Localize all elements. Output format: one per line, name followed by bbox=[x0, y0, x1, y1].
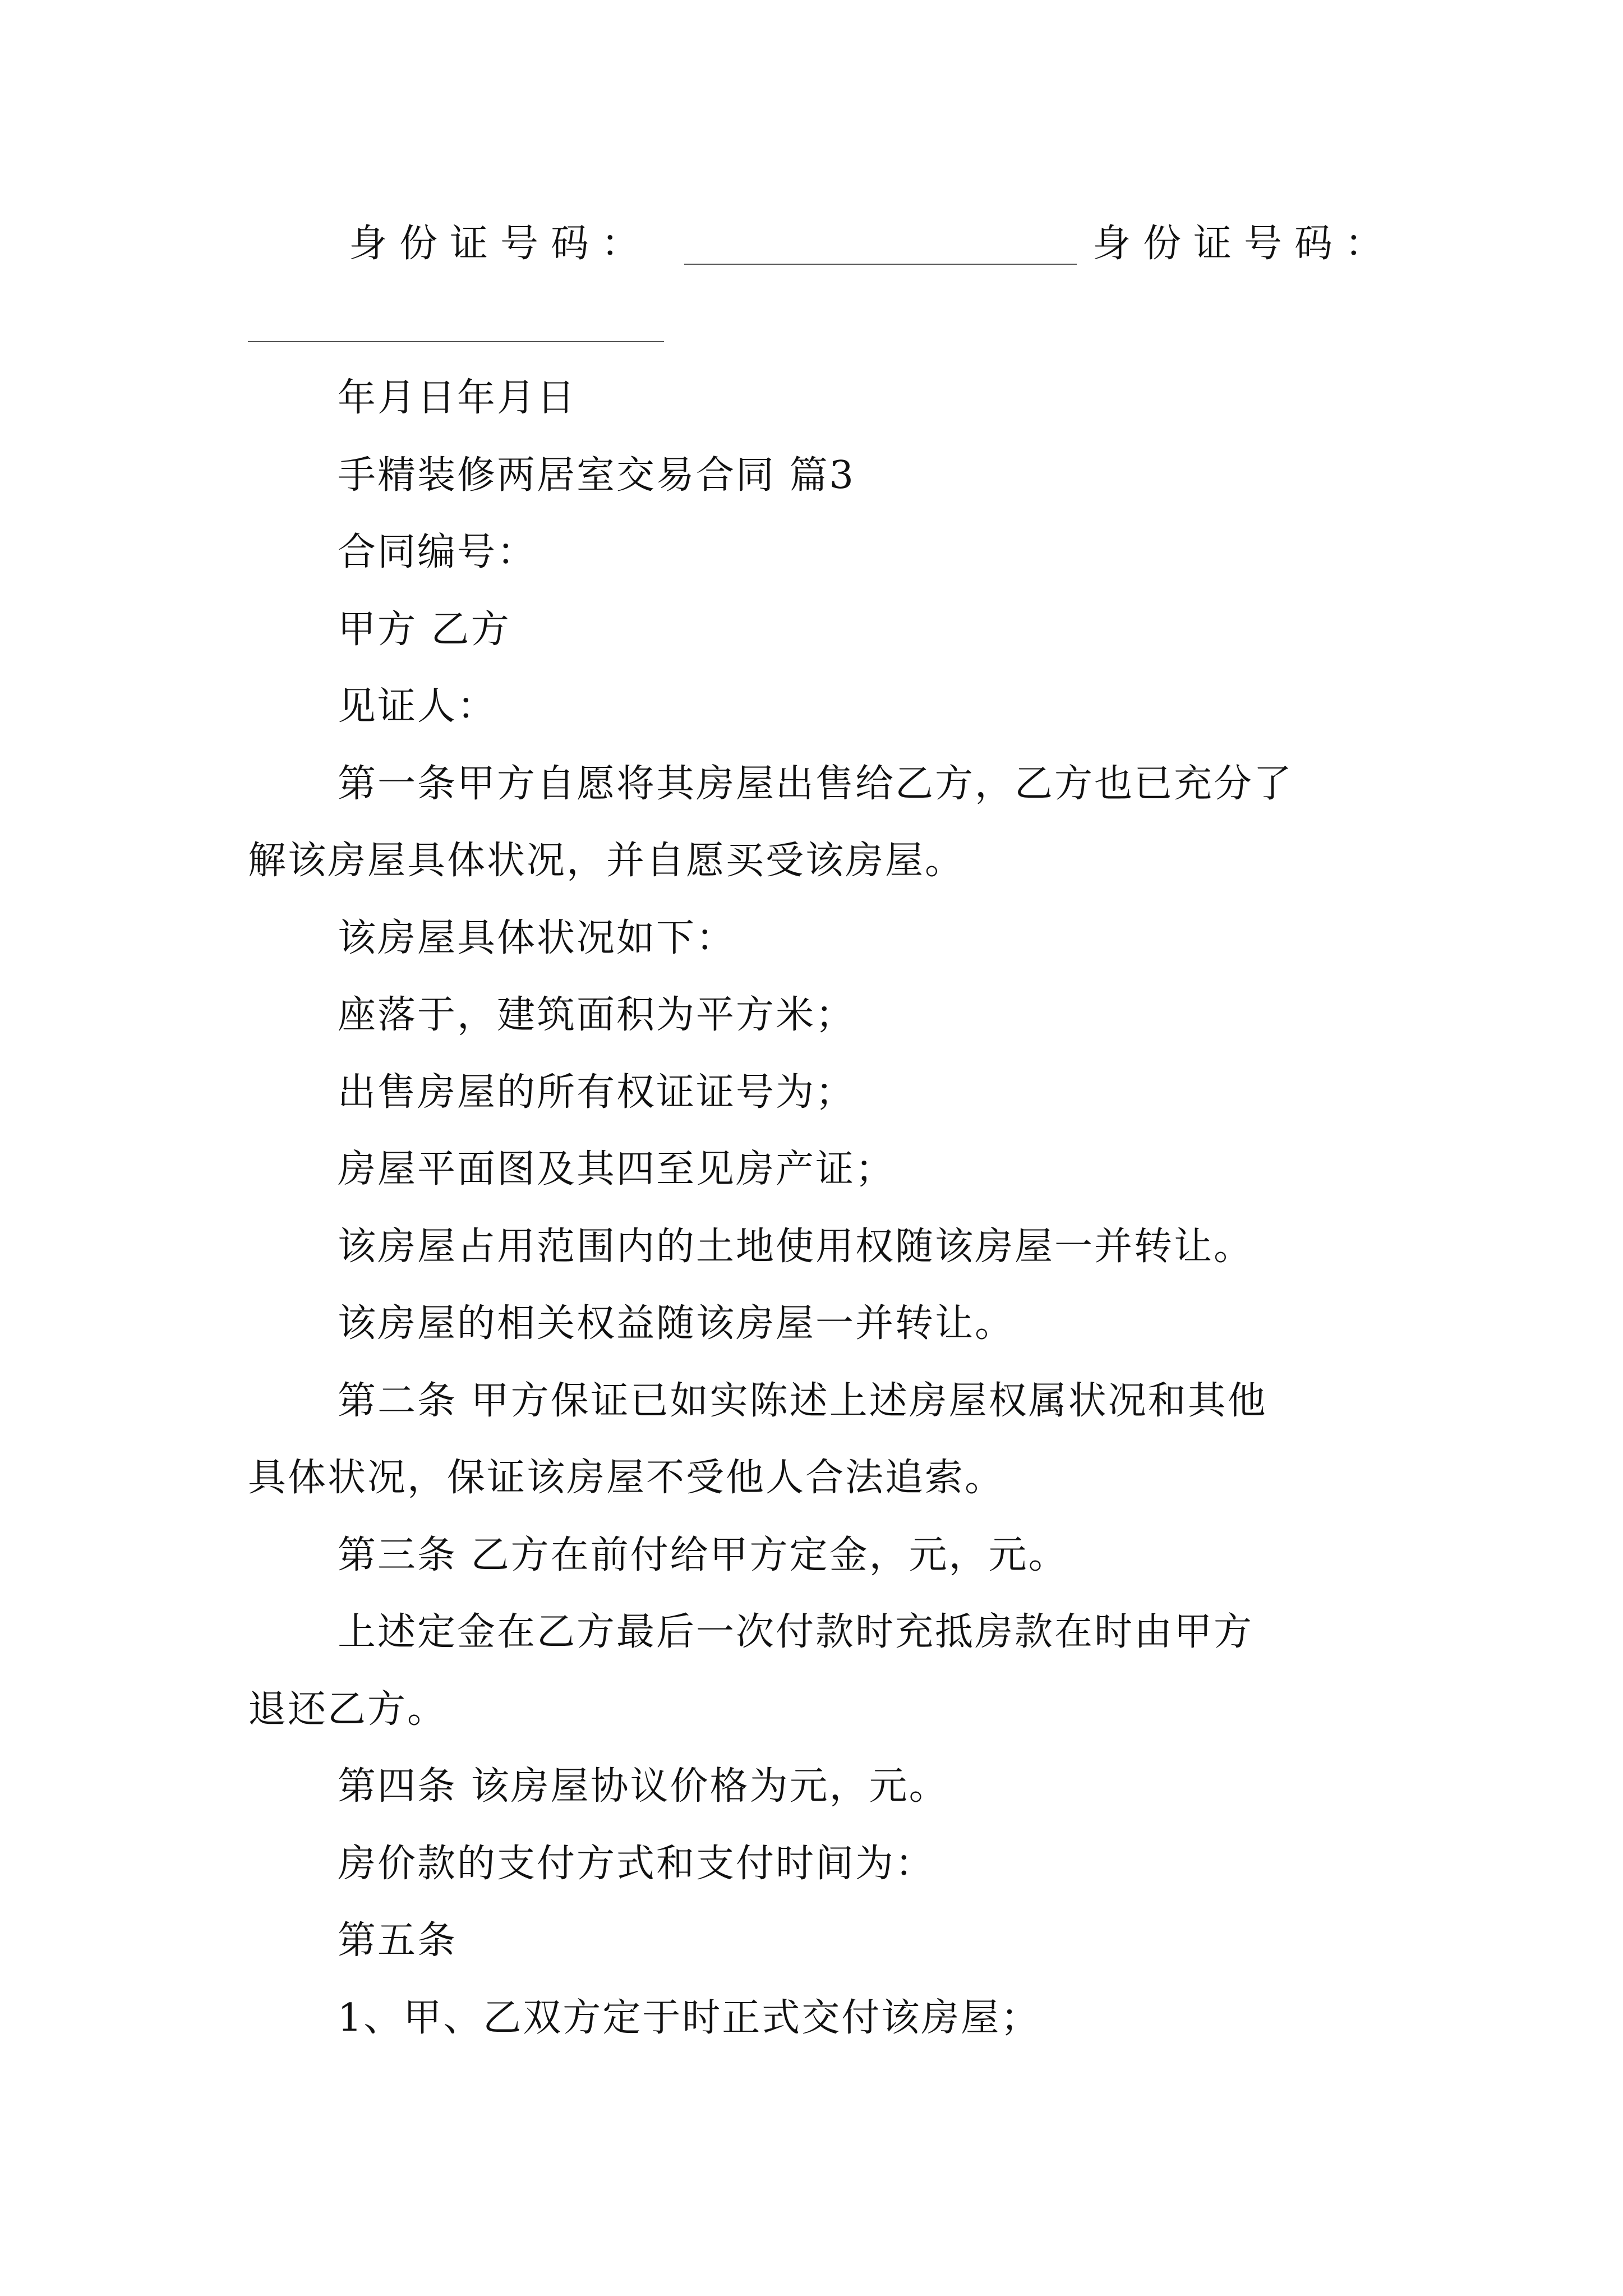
contract-title: 手精装修两居室交易合同 篇3 bbox=[338, 453, 855, 498]
contract-number-line: 合同编号： bbox=[338, 530, 537, 574]
article-2-line-2: 具体状况，保证该房屋不受他人合法追索。 bbox=[248, 1456, 1005, 1500]
article-2-line-1: 第二条 甲方保证已如实陈述上述房屋权属状况和其他 bbox=[338, 1379, 1267, 1423]
article-5-item-1: 1、甲、乙双方定于时正式交付该房屋； bbox=[338, 1996, 1041, 2040]
deposit-line-2: 退还乙方。 bbox=[248, 1687, 448, 1732]
article-3-line: 第三条 乙方在前付给甲方定金，元，元。 bbox=[338, 1533, 1068, 1577]
ownership-certificate-line: 出售房屋的所有权证证号为； bbox=[338, 1070, 856, 1115]
related-rights-line: 该房屋的相关权益随该房屋一并转让。 bbox=[338, 1301, 1015, 1346]
parties-line: 甲方 乙方 bbox=[338, 608, 511, 652]
id-number-label-party-b: 身份证号码： bbox=[1092, 222, 1396, 266]
id-number-blank-party-b bbox=[248, 341, 664, 342]
property-location-line: 座落于，建筑面积为平方米； bbox=[338, 993, 856, 1037]
land-use-right-line: 该房屋占用范围内的土地使用权随该房屋一并转让。 bbox=[338, 1225, 1254, 1269]
deposit-line-1: 上述定金在乙方最后一次付款时充抵房款在时由甲方 bbox=[338, 1610, 1254, 1654]
article-1-line-2: 解该房屋具体状况，并自愿买受该房屋。 bbox=[248, 839, 965, 883]
date-line: 年月日年月日 bbox=[338, 376, 577, 420]
id-number-label-party-a: 身份证号码： bbox=[349, 222, 652, 266]
article-5-heading: 第五条 bbox=[338, 1918, 458, 1963]
witness-line: 见证人： bbox=[338, 684, 497, 729]
property-details-heading: 该房屋具体状况如下： bbox=[338, 916, 736, 960]
payment-method-line: 房价款的支付方式和支付时间为： bbox=[338, 1842, 935, 1886]
article-4-line: 第四条 该房屋协议价格为元，元。 bbox=[338, 1764, 949, 1809]
article-1-line-1: 第一条甲方自愿将其房屋出售给乙方，乙方也已充分了 bbox=[338, 762, 1294, 806]
id-number-blank-party-a bbox=[684, 264, 1077, 265]
floor-plan-line: 房屋平面图及其四至见房产证； bbox=[338, 1147, 896, 1191]
